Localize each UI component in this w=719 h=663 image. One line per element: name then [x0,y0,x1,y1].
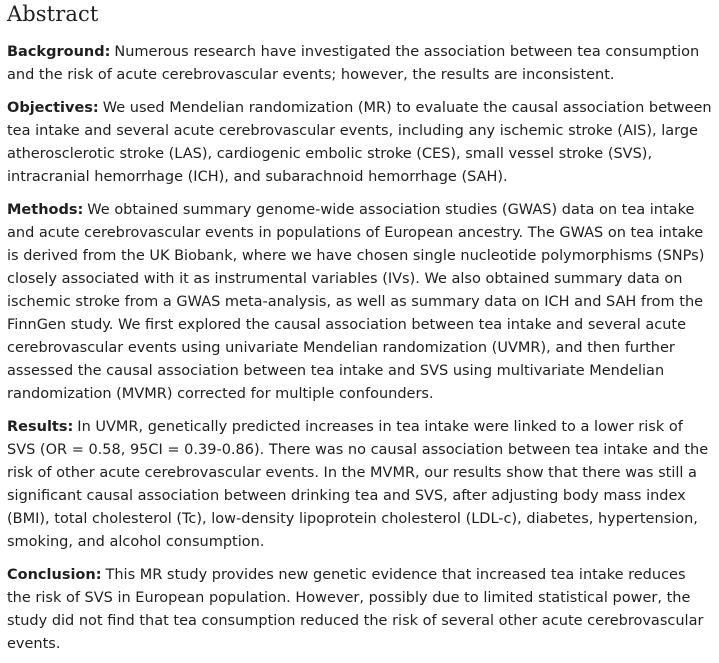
objectives-text: We used Mendelian randomization (MR) to evaluate the causal association between tea intake and several acute cerebrovascular events, including any ischemic stroke (AIS), large atherosclerotic stroke (LAS), cardiogenic embolic stroke (CES), small vessel stroke (SVS), intracranial hemorrhage (ICH), and subarachnoid hemorrhage (SAH). [7,100,712,185]
objectives-section [7,97,713,189]
results-text: In UVMR, genetically predicted increases in tea intake were linked to a lower risk of SVS (OR = 0.58, 95CI = 0.39-0.86). There was no causal association between tea intake and the risk of other acute cerebrovascular events. In the MVMR, our results show that there was still a significant causal association between drinking tea and SVS, after adjusting body mass index (BMI), total cholesterol (Tc), low-density lipoprotein cholesterol (LDL-c), diabetes, hypertension, smoking, and alcohol consumption. [7,419,709,550]
conclusion-label: Conclusion: [7,567,102,583]
abstract-heading: Abstract [7,2,99,26]
conclusion-text: This MR study provides new genetic evidence that increased tea intake reduces the risk of SVS in European population. However, possibly due to limited statistical power, the study did not find that tea consumption reduced the risk of several other acute cerebrovascular events. [7,567,704,652]
methods-section [7,199,713,406]
background-section [7,41,713,87]
results-label: Results: [7,419,74,435]
conclusion-section [7,564,713,656]
methods-label: Methods: [7,202,84,218]
background-text: Numerous research have investigated the association between tea consumption and the risk of acute cerebrovascular events; however, the results are inconsistent. [7,44,700,83]
methods-text: We obtained summary genome-wide association studies (GWAS) data on tea intake and acute cerebrovascular events in populations of European ancestry. The GWAS on tea intake is derived from the UK Biobank, where we have chosen single nucleotide polymorphisms (SNPs) closely associated with it as instrumental variables (IVs). We also obtained summary data on ischemic stroke from a GWAS meta-analysis, as well as summary data on ICH and SAH from the FinnGen study. We first explored the causal association between tea intake and several acute cerebrovascular events using univariate Mendelian randomization (UVMR), and then further assessed the causal association between tea intake and SVS using multivariate Mendelian randomization (MVMR) corrected for multiple confounders. [7,202,705,402]
objectives-label: Objectives: [7,100,99,116]
results-section [7,416,713,554]
background-label: Background: [7,44,111,60]
